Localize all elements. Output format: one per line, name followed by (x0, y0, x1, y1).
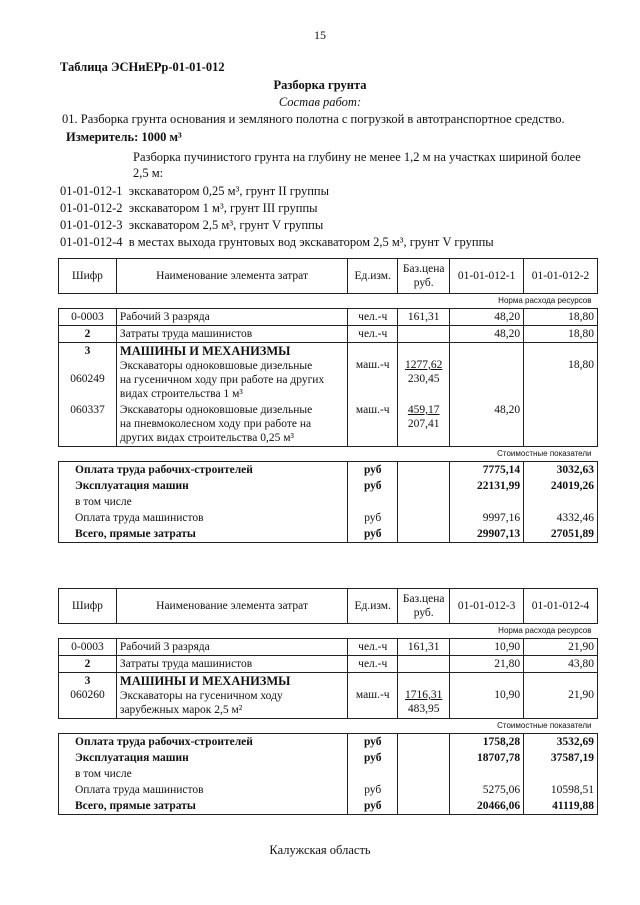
header-col-a: 01-01-012-1 (450, 259, 524, 294)
header-name: Наименование элемента затрат (116, 259, 347, 294)
cost-label: Стоимостные показатели (59, 719, 598, 734)
description-line-1: Разборка пучинистого грунта на глубину не менее 1,2 м на участках шириной более (133, 150, 581, 164)
header-price: Баз.цена руб. (398, 589, 450, 624)
description-line-2: 2,5 м: (133, 166, 164, 180)
cost-row: Эксплуатация машин руб 22131,99 24019,26 (59, 478, 598, 494)
table-row: 2 Затраты труда машинистов чел.-ч 21,80 43,80 (59, 656, 598, 673)
table-row: 3 060260 МАШИНЫ И МЕХАНИЗМЫ Экскаваторы на гусеничном ходу зарубежных марок 2,5 м² маш.-ч 1716,31 483,95 10,90 21,90 (59, 673, 598, 719)
resource-table-1 (58, 258, 598, 543)
code-line (60, 184, 329, 199)
cost-row: Оплата труда машинистов руб 9997,16 4332,46 (59, 510, 598, 526)
cost-row: Оплата труда машинистов руб 5275,06 10598,51 (59, 782, 598, 798)
table-row: 0-0003 Рабочий 3 разряда чел.-ч 161,31 10,90 21,90 (59, 639, 598, 656)
code-text: в местах выхода грунтовых вод экскаватором 2,5 м³, грунт V группы (128, 235, 494, 249)
header-unit: Ед.изм. (348, 589, 398, 624)
cost-row: Всего, прямые затраты руб 20466,06 41119,88 (59, 798, 598, 815)
code-text: экскаватором 1 м³, грунт III группы (128, 201, 318, 215)
header-name: Наименование элемента затрат (116, 589, 347, 624)
table-row: 060337 Экскаваторы одноковшовые дизельные на пневмоколесном ходу при работе на других видах строительства 0,25 м³ маш.-ч 459,17 207,41 48,20 (59, 402, 598, 447)
norm-label: Норма расхода ресурсов (59, 624, 598, 639)
code-text: экскаватором 0,25 м³, грунт II группы (128, 184, 330, 198)
header-unit: Ед.изм. (348, 259, 398, 294)
cost-row: Оплата труда рабочих-строителей руб 1758,28 3532,69 (59, 734, 598, 751)
table-row: 3 060249 МАШИНЫ И МЕХАНИЗМЫ Экскаваторы одноковшовые дизельные на гусеничном ходу при работе на других видах строительства 1 м³ маш.-ч 1277,62 230,45 18,80 (59, 343, 598, 403)
cost-row: Оплата труда рабочих-строителей руб 7775,14 3032,63 (59, 462, 598, 479)
header-shifr: Шифр (59, 259, 117, 294)
cost-row: в том числе (59, 494, 598, 510)
header-col-b: 01-01-012-4 (524, 589, 598, 624)
header-price: Баз.цена руб. (398, 259, 450, 294)
table-row: 0-0003 Рабочий 3 разряда чел.-ч 161,31 48,20 18,80 (59, 309, 598, 326)
work-composition-title: Состав работ: (278, 95, 362, 109)
code-id: 01-01-012-2 (60, 201, 123, 215)
section-title: Разборка грунта (273, 78, 367, 92)
code-line (60, 201, 318, 216)
code-text: экскаватором 2,5 м³, грунт V группы (128, 218, 324, 232)
table-row: 2 Затраты труда машинистов чел.-ч 48,20 18,80 (59, 326, 598, 343)
code-line (60, 218, 323, 233)
page-number: 15 (314, 28, 326, 42)
code-id: 01-01-012-1 (60, 184, 123, 198)
header-shifr: Шифр (59, 589, 117, 624)
measure-unit: Измеритель: 1000 м³ (66, 130, 182, 144)
cost-row: Всего, прямые затраты руб 29907,13 27051,89 (59, 526, 598, 543)
work-item: 01. Разборка грунта основания и земляного полотна с погрузкой в автотранспортное средство. (62, 112, 565, 126)
code-id: 01-01-012-4 (60, 235, 123, 249)
footer-region: Калужская область (269, 843, 371, 857)
table-title: Таблица ЭСНиЕРр-01-01-012 (60, 60, 225, 74)
code-id: 01-01-012-3 (60, 218, 123, 232)
resource-table-2 (58, 588, 598, 815)
norm-label: Норма расхода ресурсов (59, 294, 598, 309)
cost-label: Стоимостные показатели (59, 447, 598, 462)
code-line (60, 235, 494, 250)
header-col-a: 01-01-012-3 (450, 589, 524, 624)
header-col-b: 01-01-012-2 (524, 259, 598, 294)
cost-row: Эксплуатация машин руб 18707,78 37587,19 (59, 750, 598, 766)
cost-row: в том числе (59, 766, 598, 782)
